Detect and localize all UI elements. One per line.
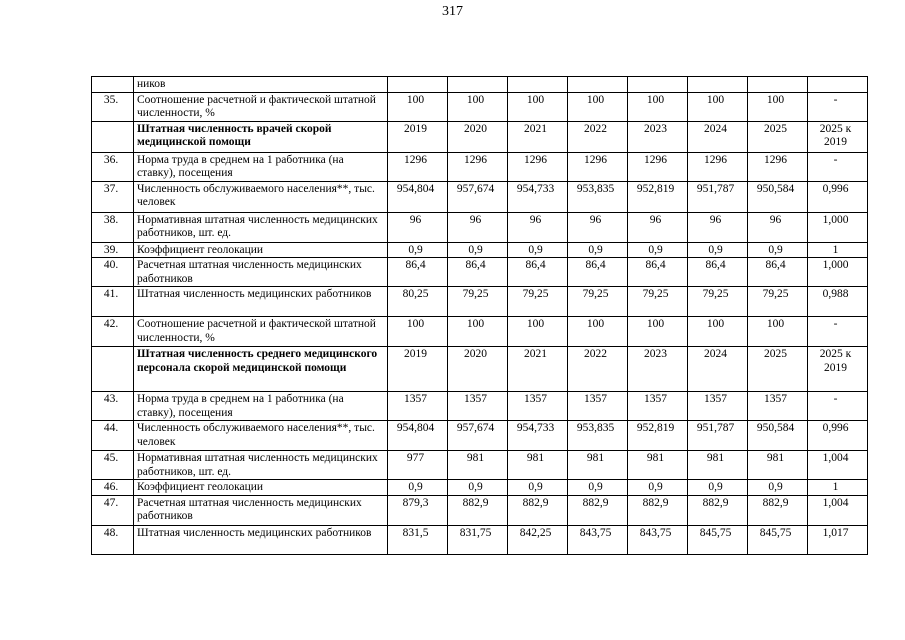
table-row: [92, 480, 868, 496]
value-cell: [568, 77, 628, 93]
value-cell: [448, 77, 508, 93]
value-cell: [748, 77, 808, 93]
value-cell: 79,25: [628, 287, 688, 317]
indicator-name: Штатная численность медицинских работников: [134, 525, 388, 554]
ratio-cell: 0,996: [808, 421, 868, 451]
value-cell: 100: [688, 317, 748, 347]
value-cell: [628, 77, 688, 93]
value-cell: 954,733: [508, 181, 568, 212]
value-cell: 1296: [568, 152, 628, 181]
ratio-cell: -: [808, 392, 868, 421]
table-row: [92, 287, 868, 317]
value-cell: 2023: [628, 347, 688, 392]
value-cell: 2022: [568, 347, 628, 392]
ratio-cell: -: [808, 92, 868, 121]
table-row: [92, 181, 868, 212]
value-cell: 981: [748, 451, 808, 480]
ratio-cell: 1,000: [808, 258, 868, 287]
value-cell: 951,787: [688, 421, 748, 451]
value-cell: 981: [688, 451, 748, 480]
value-cell: 845,75: [688, 525, 748, 554]
value-cell: 845,75: [748, 525, 808, 554]
value-cell: 1357: [568, 392, 628, 421]
value-cell: 86,4: [508, 258, 568, 287]
value-cell: 1357: [388, 392, 448, 421]
row-number: [92, 347, 134, 392]
value-cell: 96: [508, 212, 568, 242]
value-cell: 0,9: [568, 242, 628, 258]
value-cell: 882,9: [448, 495, 508, 525]
value-cell: 953,835: [568, 181, 628, 212]
value-cell: 1296: [628, 152, 688, 181]
value-cell: 0,9: [688, 242, 748, 258]
section-title: Штатная численность среднего медицинского персонала скорой медицинской помощи: [134, 347, 388, 392]
value-cell: 79,25: [448, 287, 508, 317]
ratio-cell: 1: [808, 242, 868, 258]
row-number: [92, 121, 134, 152]
value-cell: 100: [748, 317, 808, 347]
value-cell: 96: [748, 212, 808, 242]
value-cell: 86,4: [388, 258, 448, 287]
value-cell: 954,804: [388, 421, 448, 451]
ratio-cell: 0,988: [808, 287, 868, 317]
indicator-name: ников: [134, 77, 388, 93]
value-cell: 882,9: [748, 495, 808, 525]
row-number: 47.: [92, 495, 134, 525]
value-cell: 100: [508, 92, 568, 121]
value-cell: [508, 77, 568, 93]
value-cell: 2024: [688, 121, 748, 152]
value-cell: 0,9: [388, 480, 448, 496]
indicator-name: Коэффициент геолокации: [134, 242, 388, 258]
value-cell: 100: [388, 317, 448, 347]
value-cell: 100: [388, 92, 448, 121]
value-cell: 86,4: [748, 258, 808, 287]
value-cell: 879,3: [388, 495, 448, 525]
value-cell: 954,804: [388, 181, 448, 212]
row-number: 39.: [92, 242, 134, 258]
ratio-cell: 0,996: [808, 181, 868, 212]
value-cell: 100: [568, 317, 628, 347]
indicator-name: Расчетная штатная численность медицинских работников: [134, 495, 388, 525]
value-cell: 842,25: [508, 525, 568, 554]
row-number: 36.: [92, 152, 134, 181]
value-cell: 981: [568, 451, 628, 480]
value-cell: 831,5: [388, 525, 448, 554]
value-cell: 96: [448, 212, 508, 242]
value-cell: 2023: [628, 121, 688, 152]
value-cell: 0,9: [568, 480, 628, 496]
value-cell: 1296: [448, 152, 508, 181]
value-cell: 100: [568, 92, 628, 121]
row-number: 38.: [92, 212, 134, 242]
value-cell: 79,25: [508, 287, 568, 317]
page-number: 317: [442, 4, 463, 19]
ratio-cell: -: [808, 152, 868, 181]
value-cell: 882,9: [628, 495, 688, 525]
row-number: 40.: [92, 258, 134, 287]
value-cell: 1357: [628, 392, 688, 421]
value-cell: 0,9: [448, 480, 508, 496]
table-row: [92, 392, 868, 421]
table-section-header-row: [92, 347, 868, 392]
value-cell: 0,9: [748, 242, 808, 258]
table-row: [92, 421, 868, 451]
value-cell: 0,9: [388, 242, 448, 258]
value-cell: 953,835: [568, 421, 628, 451]
staffing-table: [91, 76, 868, 555]
value-cell: 981: [448, 451, 508, 480]
value-cell: 1296: [388, 152, 448, 181]
value-cell: 1357: [748, 392, 808, 421]
indicator-name: Соотношение расчетной и фактической штатной численности, %: [134, 92, 388, 121]
value-cell: 1357: [448, 392, 508, 421]
value-cell: 1357: [688, 392, 748, 421]
value-cell: 100: [508, 317, 568, 347]
table-row: [92, 92, 868, 121]
indicator-name: Соотношение расчетной и фактической штатной численности, %: [134, 317, 388, 347]
table-row: [92, 152, 868, 181]
indicator-name: Численность обслуживаемого населения**, тыс. человек: [134, 421, 388, 451]
value-cell: 2019: [388, 121, 448, 152]
value-cell: 1296: [508, 152, 568, 181]
row-number: [92, 77, 134, 93]
value-cell: 86,4: [628, 258, 688, 287]
value-cell: 2020: [448, 121, 508, 152]
section-title: Штатная численность врачей скорой медицинской помощи: [134, 121, 388, 152]
value-cell: 882,9: [688, 495, 748, 525]
value-cell: 954,733: [508, 421, 568, 451]
value-cell: 952,819: [628, 181, 688, 212]
value-cell: [388, 77, 448, 93]
row-number: 46.: [92, 480, 134, 496]
table-body: [92, 77, 868, 555]
value-cell: 100: [688, 92, 748, 121]
ratio-cell: 1,017: [808, 525, 868, 554]
value-cell: 100: [748, 92, 808, 121]
value-cell: 96: [568, 212, 628, 242]
value-cell: 96: [688, 212, 748, 242]
value-cell: 0,9: [508, 242, 568, 258]
row-number: 44.: [92, 421, 134, 451]
row-number: 48.: [92, 525, 134, 554]
row-number: 41.: [92, 287, 134, 317]
value-cell: 1296: [688, 152, 748, 181]
value-cell: 0,9: [628, 242, 688, 258]
value-cell: 951,787: [688, 181, 748, 212]
value-cell: 86,4: [568, 258, 628, 287]
table-row: [92, 212, 868, 242]
value-cell: 957,674: [448, 181, 508, 212]
value-cell: 1296: [748, 152, 808, 181]
value-cell: [688, 77, 748, 93]
value-cell: 80,25: [388, 287, 448, 317]
ratio-cell: 1,000: [808, 212, 868, 242]
indicator-name: Коэффициент геолокации: [134, 480, 388, 496]
value-cell: 843,75: [568, 525, 628, 554]
table-row: [92, 258, 868, 287]
value-cell: 950,584: [748, 181, 808, 212]
value-cell: 1357: [508, 392, 568, 421]
value-cell: 0,9: [628, 480, 688, 496]
indicator-name: Нормативная штатная численность медицинских работников, шт. ед.: [134, 451, 388, 480]
table-row: [92, 317, 868, 347]
indicator-name: Нормативная штатная численность медицинских работников, шт. ед.: [134, 212, 388, 242]
value-cell: 950,584: [748, 421, 808, 451]
value-cell: 79,25: [748, 287, 808, 317]
value-cell: 96: [388, 212, 448, 242]
table-row: [92, 451, 868, 480]
value-cell: 96: [628, 212, 688, 242]
ratio-cell: 1,004: [808, 451, 868, 480]
value-cell: 843,75: [628, 525, 688, 554]
ratio-cell: 1: [808, 480, 868, 496]
row-number: 43.: [92, 392, 134, 421]
value-cell: 2021: [508, 347, 568, 392]
value-cell: 79,25: [568, 287, 628, 317]
table-row: [92, 525, 868, 554]
indicator-name: Расчетная штатная численность медицинских работников: [134, 258, 388, 287]
value-cell: 0,9: [748, 480, 808, 496]
value-cell: 100: [448, 92, 508, 121]
ratio-cell: 2025 к 2019: [808, 121, 868, 152]
table-row: [92, 495, 868, 525]
value-cell: 981: [628, 451, 688, 480]
indicator-name: Численность обслуживаемого населения**, тыс. человек: [134, 181, 388, 212]
table-row: [92, 77, 868, 93]
value-cell: 2020: [448, 347, 508, 392]
indicator-name: Штатная численность медицинских работников: [134, 287, 388, 317]
ratio-cell: -: [808, 317, 868, 347]
value-cell: 0,9: [508, 480, 568, 496]
value-cell: 882,9: [508, 495, 568, 525]
indicator-name: Норма труда в среднем на 1 работника (на ставку), посещения: [134, 152, 388, 181]
value-cell: 86,4: [688, 258, 748, 287]
value-cell: 2019: [388, 347, 448, 392]
value-cell: 0,9: [688, 480, 748, 496]
value-cell: 100: [448, 317, 508, 347]
ratio-cell: 1,004: [808, 495, 868, 525]
row-number: 45.: [92, 451, 134, 480]
indicator-name: Норма труда в среднем на 1 работника (на ставку), посещения: [134, 392, 388, 421]
value-cell: 981: [508, 451, 568, 480]
value-cell: 977: [388, 451, 448, 480]
row-number: 42.: [92, 317, 134, 347]
value-cell: 100: [628, 92, 688, 121]
value-cell: 952,819: [628, 421, 688, 451]
row-number: 35.: [92, 92, 134, 121]
row-number: 37.: [92, 181, 134, 212]
table-row: [92, 242, 868, 258]
table-section-header-row: [92, 121, 868, 152]
value-cell: 882,9: [568, 495, 628, 525]
value-cell: 0,9: [448, 242, 508, 258]
value-cell: 831,75: [448, 525, 508, 554]
value-cell: 2022: [568, 121, 628, 152]
value-cell: 100: [628, 317, 688, 347]
value-cell: 957,674: [448, 421, 508, 451]
value-cell: 86,4: [448, 258, 508, 287]
value-cell: 79,25: [688, 287, 748, 317]
ratio-cell: [808, 77, 868, 93]
value-cell: 2025: [748, 121, 808, 152]
value-cell: 2021: [508, 121, 568, 152]
value-cell: 2025: [748, 347, 808, 392]
ratio-cell: 2025 к 2019: [808, 347, 868, 392]
value-cell: 2024: [688, 347, 748, 392]
